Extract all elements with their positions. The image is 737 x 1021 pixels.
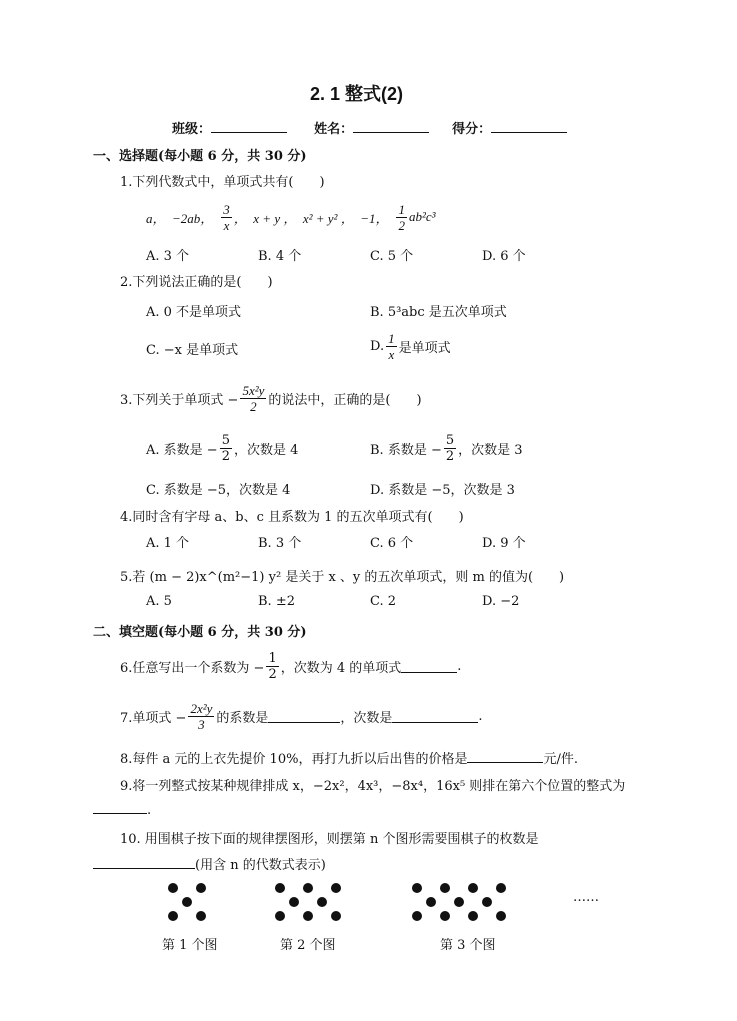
stone — [331, 911, 341, 921]
q3-option-b-post: ，次数是 3 — [458, 442, 523, 458]
name-field[interactable] — [353, 120, 429, 133]
section1-heading: 一、选择题(每小题 6 分，共 30 分) — [93, 149, 307, 164]
q3-option-b-frac: $\frac{5}{2}$ — [445, 432, 455, 464]
q2-option-d-prefix: D. — [370, 338, 385, 354]
q4-option-b[interactable]: B. 3 个 — [258, 536, 302, 551]
q1-frac-3-over-x: $\frac{3}{x}$ — [223, 201, 230, 233]
q2-option-d-suffix: 是单项式 — [398, 340, 451, 356]
stone — [196, 883, 206, 893]
q3-option-a-frac: $\frac{5}{2}$ — [221, 432, 230, 464]
name-label: 姓名： — [314, 122, 354, 137]
stone — [275, 883, 285, 893]
q6-frac: $\frac{1}{2}$ — [268, 650, 277, 682]
page-title: 2. 1 整式(2) — [310, 84, 404, 104]
q3-option-b-pre: B. 系数是 − — [370, 442, 442, 458]
q6-pre: 6.任意写出一个系数为 − — [120, 660, 265, 676]
section2-heading: 二、填空题(每小题 6 分，共 30 分) — [93, 625, 307, 640]
q1-expressions — [146, 197, 436, 237]
class-label: 班级： — [172, 122, 212, 137]
q1-expr-3: ， x + y ， x² + y² ， −1， — [233, 210, 389, 226]
q3-option-a[interactable] — [146, 428, 298, 468]
q2-option-d-frac: $\frac{1}{x}$ — [388, 330, 395, 362]
q10-blank[interactable] — [93, 856, 195, 869]
q7-end: . — [478, 708, 483, 724]
q9-answer-line — [93, 801, 151, 818]
q1-option-d[interactable]: D. 6 个 — [482, 249, 526, 264]
q9-end: . — [147, 803, 152, 818]
q1-expr-4-tail: ab²c³ — [408, 209, 436, 224]
q5-option-b[interactable]: B. ±2 — [258, 594, 295, 609]
q10-answer-line — [93, 854, 326, 873]
q3-option-a-pre: A. 系数是 − — [146, 442, 218, 458]
q1-option-b[interactable]: B. 4 个 — [258, 249, 302, 264]
score-label: 得分： — [452, 122, 492, 137]
q3-stem-pre: 3.下列关于单项式 − — [120, 392, 239, 408]
q7-mid2: ，次数是 — [340, 710, 393, 726]
stone — [412, 883, 422, 893]
stone — [331, 883, 341, 893]
figure-ellipsis: …… — [573, 890, 599, 905]
q2-option-b[interactable]: B. 5³abc 是五次单项式 — [370, 305, 507, 320]
q4-stem: 4.同时含有字母 a、b、c 且系数为 1 的五次单项式有( ) — [120, 510, 464, 525]
q5-option-d[interactable]: D. −2 — [482, 594, 520, 609]
q6-post: ，次数为 4 的单项式 — [280, 660, 402, 676]
q8-text: 8.每件 a 元的上衣先提价 10%，再打九折以后出售的价格是 — [120, 752, 468, 767]
q8-blank[interactable] — [467, 750, 543, 763]
stone — [168, 883, 178, 893]
stone — [182, 897, 192, 907]
stone — [468, 883, 478, 893]
q6-end: . — [457, 658, 462, 674]
q2-stem: 2.下列说法正确的是( ) — [120, 275, 273, 290]
q1-stem: 1.下列代数式中，单项式共有( ) — [120, 175, 325, 190]
stone — [289, 897, 299, 907]
q8-line — [120, 748, 578, 767]
q3-stem — [120, 378, 422, 418]
q3-stem-post: 的说法中，正确的是( ) — [268, 392, 422, 408]
q5-option-a[interactable]: A. 5 — [146, 594, 172, 609]
header-row — [172, 118, 567, 137]
q4-option-c[interactable]: C. 6 个 — [370, 536, 414, 551]
q3-option-a-post: ，次数是 4 — [233, 442, 299, 458]
q5-option-c[interactable]: C. 2 — [370, 594, 397, 609]
score-field[interactable] — [491, 120, 567, 133]
stone — [196, 911, 206, 921]
stone — [168, 911, 178, 921]
q6-line — [120, 646, 461, 686]
figure-3-caption: 第 3 个图 — [440, 938, 496, 953]
q9-text: 9.将一列整式按某种规律排成 x，−2x²，4x³，−8x⁴，16x⁵ 则排在第六个位置的整式为 — [120, 779, 626, 794]
q1-frac-half: $\frac{1}{2}$ — [398, 201, 405, 233]
q9-blank[interactable] — [93, 801, 147, 814]
stone — [468, 911, 478, 921]
figure-2-caption: 第 2 个图 — [280, 938, 336, 953]
q7-line — [120, 696, 483, 736]
q1-option-c[interactable]: C. 5 个 — [370, 249, 414, 264]
q2-option-c[interactable]: C. −x 是单项式 — [146, 343, 239, 358]
q8-end: 元/件. — [543, 752, 578, 767]
q3-option-b[interactable] — [370, 428, 523, 468]
q2-option-d[interactable] — [370, 327, 451, 365]
q6-blank[interactable] — [401, 660, 457, 673]
figure-1-caption: 第 1 个图 — [162, 938, 218, 953]
stone — [317, 897, 327, 907]
stone — [440, 883, 450, 893]
stone — [496, 883, 506, 893]
q1-expr-1: a， −2ab， — [146, 210, 214, 226]
q10-text: 10. 用围棋子按下面的规律摆图形，则摆第 n 个图形需要围棋子的枚数是 — [120, 832, 539, 847]
q5-stem: 5.若 (m − 2)x^(m²−1) y² 是关于 x 、y 的五次单项式，则 m 的值为( ) — [120, 570, 565, 585]
stone — [496, 911, 506, 921]
q7-blank-coefficient[interactable] — [268, 710, 340, 723]
q7-pre: 7.单项式 − — [120, 710, 187, 726]
stone — [275, 911, 285, 921]
q7-blank-degree[interactable] — [392, 710, 478, 723]
q7-frac: $\frac{\text{2x²y}}{3}$ — [190, 700, 213, 732]
stone — [303, 883, 313, 893]
q1-option-a[interactable]: A. 3 个 — [146, 249, 190, 264]
stone — [454, 897, 464, 907]
q4-option-d[interactable]: D. 9 个 — [482, 536, 526, 551]
q2-option-a[interactable]: A. 0 不是单项式 — [146, 305, 242, 320]
class-field[interactable] — [211, 120, 287, 133]
stone — [303, 911, 313, 921]
stone — [426, 897, 436, 907]
q3-option-d[interactable]: D. 系数是 −5，次数是 3 — [370, 483, 515, 498]
stone — [412, 911, 422, 921]
stone — [482, 897, 492, 907]
q7-mid: 的系数是 — [216, 710, 269, 726]
q3-stem-frac: $\frac{\text{5x²y}}{2}$ — [242, 382, 265, 414]
q3-option-c[interactable]: C. 系数是 −5，次数是 4 — [146, 483, 291, 498]
q4-option-a[interactable]: A. 1 个 — [146, 536, 190, 551]
q10-tail: (用含 n 的代数式表示) — [195, 858, 326, 873]
stone — [440, 911, 450, 921]
